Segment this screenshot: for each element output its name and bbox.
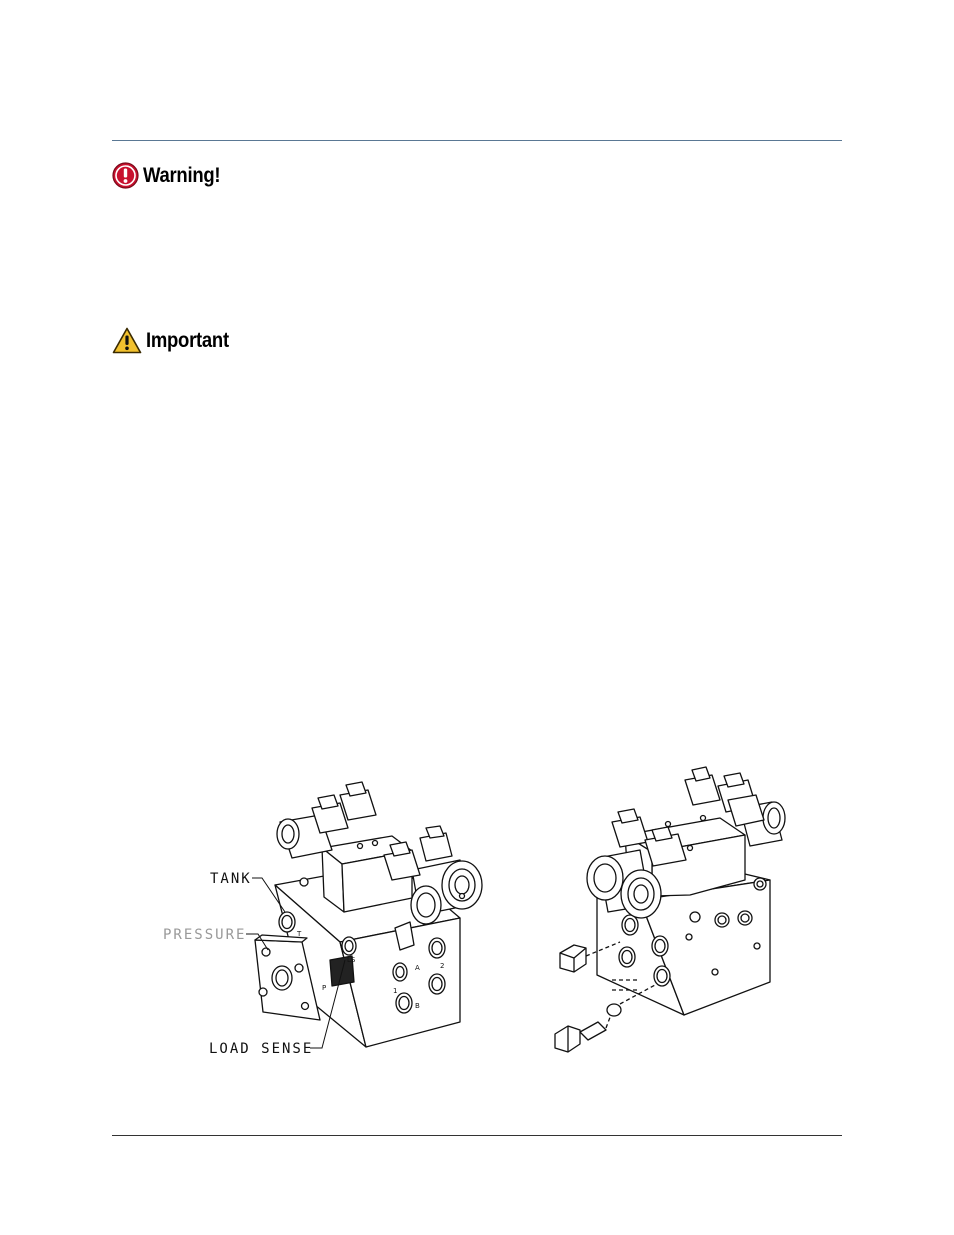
tank-label: TANK <box>210 871 252 887</box>
footer-rule <box>112 1135 842 1136</box>
port-mark-ls: LS <box>347 956 356 964</box>
load-sense-label: LOAD SENSE <box>209 1041 314 1057</box>
port-mark-a: A <box>415 964 420 972</box>
port-mark-1: 1 <box>393 987 398 995</box>
port-mark-b: B <box>415 1002 420 1010</box>
port-mark-p: P <box>322 984 327 992</box>
port-mark-2: 2 <box>440 962 445 970</box>
port-mark-t: T <box>297 930 302 938</box>
right-manifold-drawing <box>555 767 785 1052</box>
important-heading: Important <box>146 328 229 352</box>
pressure-label: PRESSURE <box>163 927 247 943</box>
left-manifold-drawing <box>255 782 482 1047</box>
warning-heading: Warning! <box>143 163 221 187</box>
